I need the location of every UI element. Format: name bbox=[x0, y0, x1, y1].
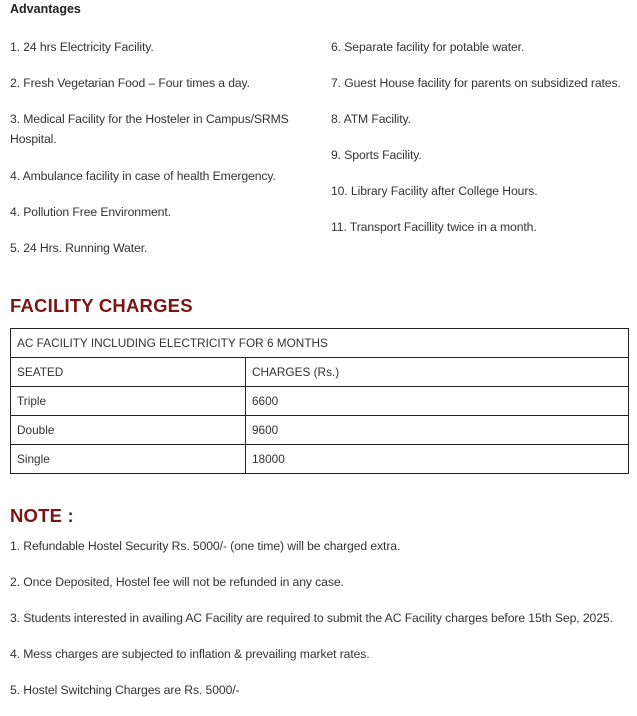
advantage-item: 3. Medical Facility for the Hosteler in Campus/SRMS Hospital. bbox=[10, 112, 289, 146]
note-item: 5. Hostel Switching Charges are Rs. 5000/- bbox=[10, 683, 240, 697]
advantages-heading: Advantages bbox=[10, 2, 81, 16]
notes-list bbox=[10, 536, 635, 716]
note-item: 4. Mess charges are subjected to inflation & prevailing market rates. bbox=[10, 647, 370, 661]
table-cell: 9600 bbox=[246, 416, 629, 445]
table-row bbox=[11, 416, 629, 445]
table-row bbox=[11, 445, 629, 474]
note-item: 2. Once Deposited, Hostel fee will not be refunded in any case. bbox=[10, 575, 344, 589]
advantage-item: 4. Pollution Free Environment. bbox=[10, 205, 171, 219]
note-item: 1. Refundable Hostel Security Rs. 5000/- (one time) will be charged extra. bbox=[10, 539, 401, 553]
advantage-item: 2. Fresh Vegetarian Food – Four times a day. bbox=[10, 76, 250, 90]
table-caption: AC FACILITY INCLUDING ELECTRICITY FOR 6 MONTHS bbox=[11, 329, 629, 358]
table-cell: Single bbox=[11, 445, 246, 474]
advantage-item: 9. Sports Facility. bbox=[331, 148, 422, 162]
advantage-item: 5. 24 Hrs. Running Water. bbox=[10, 241, 148, 255]
table-cell: Triple bbox=[11, 387, 246, 416]
note-item: 3. Students interested in availing AC Facility are required to submit the AC Facility charges before 15th Sep, 2025. bbox=[10, 611, 613, 625]
advantage-item: 1. 24 hrs Electricity Facility. bbox=[10, 40, 154, 54]
table-row bbox=[11, 387, 629, 416]
table-caption-row bbox=[11, 329, 629, 358]
advantage-item: 8. ATM Facility. bbox=[331, 112, 411, 126]
table-cell: Double bbox=[11, 416, 246, 445]
column-header-charges: CHARGES (Rs.) bbox=[246, 358, 629, 387]
table-header-row bbox=[11, 358, 629, 387]
advantage-item: 11. Transport Facillity twice in a month. bbox=[331, 220, 537, 234]
advantages-left-column bbox=[10, 37, 310, 274]
advantage-item: 10. Library Facility after College Hours. bbox=[331, 184, 538, 198]
column-header-seated: SEATED bbox=[11, 358, 246, 387]
facility-charges-heading: FACILITY CHARGES bbox=[10, 295, 193, 316]
advantage-item: 4. Ambulance facility in case of health Emergency. bbox=[10, 169, 276, 183]
table-cell: 18000 bbox=[246, 445, 629, 474]
advantage-item: 6. Separate facility for potable water. bbox=[331, 40, 525, 54]
advantage-item: 7. Guest House facility for parents on subsidized rates. bbox=[331, 76, 621, 90]
facility-charges-table bbox=[10, 328, 629, 474]
advantages-right-column bbox=[331, 37, 631, 253]
table-cell: 6600 bbox=[246, 387, 629, 416]
note-heading: NOTE : bbox=[10, 505, 74, 526]
